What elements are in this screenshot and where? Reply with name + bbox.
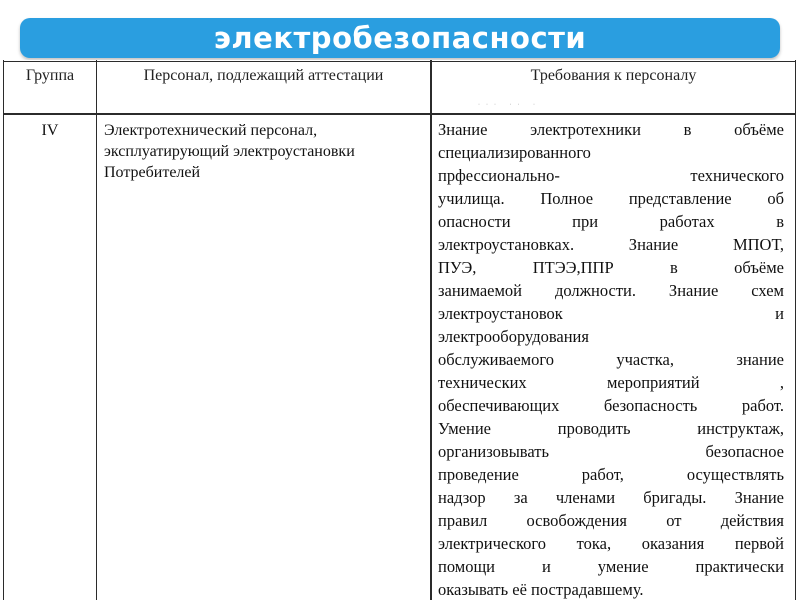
- table-border-top: [3, 61, 796, 62]
- requirements-line: Знание электротехники в объёме: [438, 120, 784, 139]
- column-divider-2: [430, 60, 432, 600]
- requirements-line: организовывать безопасное: [438, 442, 784, 461]
- requirements-line: проведение работ, осуществлять: [438, 465, 784, 484]
- page-title: электробезопасности: [213, 21, 587, 55]
- header-row-divider: [3, 113, 796, 115]
- requirements-line: оказывать её пострадавшему.: [438, 580, 644, 599]
- requirements-line: занимаемой должности. Знание схем: [438, 281, 784, 300]
- requirements-line: помощи и умение практически: [438, 557, 784, 576]
- table-border-right: [795, 60, 796, 600]
- requirements-line: училища. Полное представление об: [438, 189, 784, 208]
- requirements-line: электроустановках. Знание МПОТ,: [438, 235, 784, 254]
- scan-artifact: ··· ·· ·: [478, 102, 541, 108]
- requirements-line: специализированного: [438, 143, 591, 162]
- requirements-line: ПУЭ, ПТЭЭ,ППР в объёме: [438, 258, 784, 277]
- column-divider-1: [96, 60, 97, 600]
- requirements-line: Умение проводить инструктаж,: [438, 419, 784, 438]
- requirements-line: электрооборудования: [438, 327, 589, 346]
- requirements-line: электрического тока, оказания первой: [438, 534, 784, 553]
- requirements-line: опасности при работах в: [438, 212, 784, 231]
- column-header-requirements: Требования к персоналу: [530, 67, 697, 84]
- requirements-line: правил освобождения от действия: [438, 511, 784, 530]
- requirements-table: [0, 60, 800, 600]
- cell-group-value: IV: [41, 122, 59, 139]
- requirements-line: технических мероприятий ,: [438, 373, 784, 392]
- title-banner: [20, 18, 780, 58]
- requirements-line: электроустановок и: [438, 304, 784, 323]
- requirements-line: прфессионально- технического: [438, 166, 784, 185]
- cell-requirements-value: [438, 118, 784, 600]
- column-header-group: Группа: [25, 67, 75, 84]
- requirements-line: обеспечивающих безопасность работ.: [438, 396, 784, 415]
- cell-personnel-value: Электротехнический персонал, эксплуатирующий электроустановки Потребителей: [104, 122, 355, 181]
- column-header-personnel: Персонал, подлежащий аттестации: [143, 67, 384, 84]
- requirements-line: надзор за членами бригады. Знание: [438, 488, 784, 507]
- requirements-line: обслуживаемого участка, знание: [438, 350, 784, 369]
